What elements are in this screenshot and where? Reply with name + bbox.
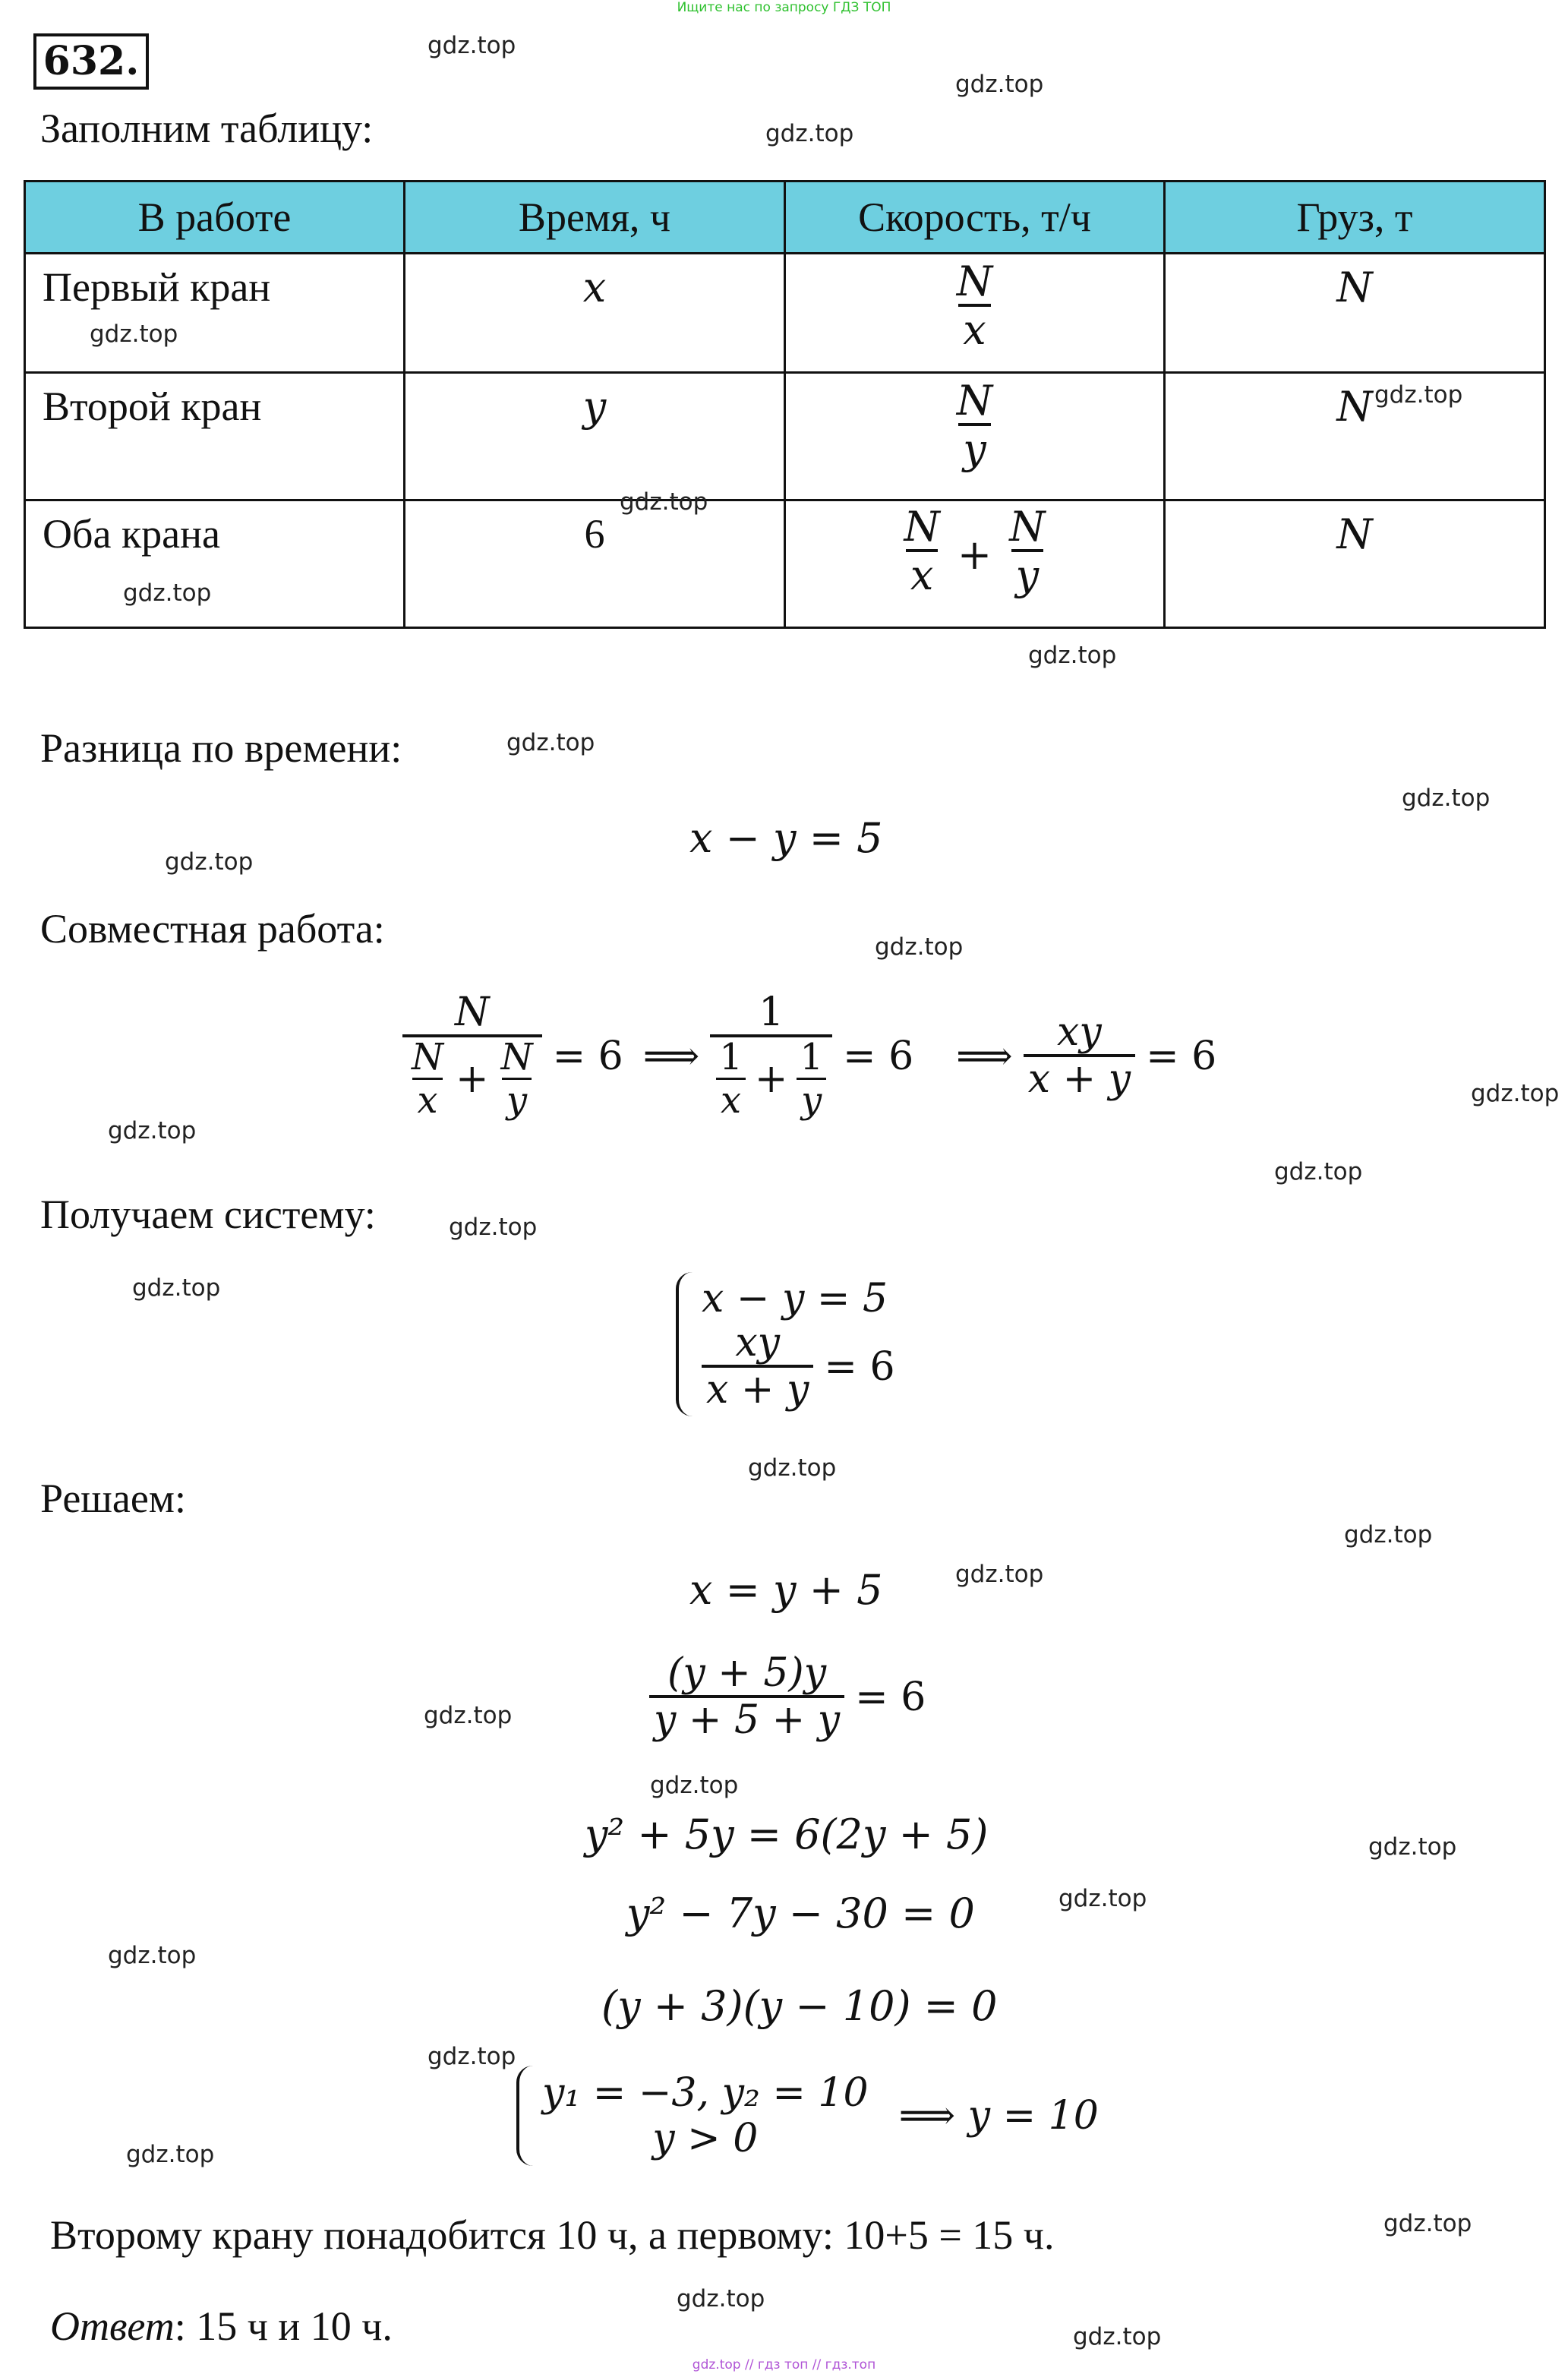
frac-num: N — [1009, 503, 1046, 551]
frac-num: 1 — [719, 1036, 743, 1079]
speed-cell — [785, 500, 1165, 628]
root-line: y₁ = −3, y₂ = 10 — [542, 2070, 869, 2116]
system-line-1: x − y = 5 — [702, 1275, 888, 1321]
watermark[interactable]: gdz.top — [126, 2141, 215, 2168]
conclusion-text: Второму крану понадобится 10 ч, а первому: 10+5 = 15 ч. — [50, 2212, 1055, 2258]
step-6-result: ⟹ y = 10 — [898, 2093, 1099, 2139]
frac-den: x + y — [1024, 1054, 1135, 1103]
watermark[interactable]: gdz.top — [1274, 1158, 1363, 1185]
watermark[interactable]: gdz.top — [955, 71, 1044, 98]
frac-num: N — [956, 257, 993, 305]
frac-num: N — [956, 377, 993, 425]
joint-equation — [402, 991, 1216, 1122]
frac-num: N — [904, 503, 940, 551]
speed-cell — [785, 373, 1165, 500]
system-block — [676, 1272, 895, 1416]
solve-step-4: y² − 7y − 30 = 0 — [626, 1889, 975, 1937]
section-system-title: Получаем систему: — [40, 1192, 376, 1237]
row-label: Первый кран — [25, 254, 405, 373]
implies-arrow: ⟹ — [642, 1034, 700, 1080]
answer-text: : 15 ч и 10 ч. — [174, 2303, 393, 2349]
watermark[interactable]: gdz.top — [427, 2043, 516, 2070]
watermark[interactable]: gdz.top — [424, 1702, 513, 1729]
frac-den: y — [1011, 549, 1044, 599]
implies-arrow: ⟹ — [956, 1034, 1013, 1080]
frac-den: y — [502, 1078, 532, 1122]
watermark[interactable]: gdz.top — [123, 579, 212, 607]
solve-step-5: (y + 3)(y − 10) = 0 — [601, 1982, 998, 2030]
frac-num: 1 — [800, 1036, 823, 1079]
intro-text: Заполним таблицу: — [40, 106, 374, 151]
frac-den: y — [958, 423, 991, 473]
section-solve-title: Решаем: — [40, 1476, 186, 1521]
frac-num: N — [500, 1036, 533, 1079]
plus-sign: + — [957, 531, 992, 579]
watermark[interactable]: gdz.top — [1402, 784, 1491, 812]
table-row — [25, 254, 1545, 373]
row-label: Второй кран — [25, 373, 405, 500]
solve-step-2 — [649, 1652, 926, 1744]
load-cell: N — [1165, 254, 1545, 373]
watermark[interactable]: gdz.top — [90, 320, 178, 348]
plus-sign: + — [754, 1056, 788, 1102]
frac-num: (y + 5)y — [667, 1650, 827, 1696]
frac-den: y + 5 + y — [649, 1695, 844, 1744]
time-cell: 6 — [405, 500, 785, 628]
frac-num: N — [455, 990, 490, 1035]
time-cell: y — [405, 373, 785, 500]
equals-six: = 6 — [552, 1034, 623, 1080]
frac-num: N — [412, 1036, 443, 1079]
watermark[interactable]: gdz.top — [748, 1454, 837, 1482]
answer-line — [50, 2303, 393, 2350]
equals-six: = 6 — [1146, 1034, 1217, 1080]
equation-diff: x − y = 5 — [689, 814, 883, 862]
watermark[interactable]: gdz.top — [650, 1772, 739, 1799]
table-header: Время, ч — [405, 182, 785, 254]
load-cell: N — [1165, 500, 1545, 628]
watermark[interactable]: gdz.top — [427, 32, 516, 59]
watermark[interactable]: gdz.top — [449, 1214, 538, 1241]
section-joint-title: Совместная работа: — [40, 906, 385, 952]
watermark[interactable]: gdz.top — [875, 933, 964, 961]
frac-den: x — [716, 1078, 746, 1122]
watermark[interactable]: gdz.top — [765, 120, 854, 147]
system-brace — [676, 1272, 697, 1416]
watermark[interactable]: gdz.top — [506, 729, 595, 756]
watermark[interactable]: gdz.top — [1374, 381, 1463, 409]
condition-line: y > 0 — [652, 2116, 759, 2161]
watermark[interactable]: gdz.top — [108, 1942, 197, 1969]
watermark[interactable]: gdz.top — [165, 848, 254, 876]
plus-sign: + — [456, 1056, 489, 1102]
watermark[interactable]: gdz.top — [132, 1274, 221, 1302]
watermark[interactable]: gdz.top — [1058, 1885, 1147, 1912]
solve-step-3: y² + 5y = 6(2y + 5) — [585, 1810, 989, 1858]
watermark[interactable]: gdz.top — [1344, 1521, 1433, 1548]
frac-den: x — [412, 1078, 442, 1122]
frac-den: x + y — [702, 1365, 813, 1413]
bottom-banner[interactable]: gdz.top // гдз топ // гдз.топ — [692, 2357, 876, 2372]
solve-step-6 — [516, 2066, 1099, 2166]
frac-den: x — [958, 304, 990, 354]
watermark[interactable]: gdz.top — [955, 1561, 1044, 1588]
top-banner[interactable]: Ищите нас по запросу ГДЗ ТОП — [677, 0, 891, 15]
watermark[interactable]: gdz.top — [1383, 2210, 1472, 2237]
problem-number: 632. — [33, 33, 149, 90]
frac-den: y — [797, 1078, 826, 1122]
watermark[interactable]: gdz.top — [1368, 1833, 1457, 1861]
step-2-equals: = 6 — [855, 1675, 926, 1721]
speed-cell — [785, 254, 1165, 373]
table-header: Груз, т — [1165, 182, 1545, 254]
row-label: Оба крана — [25, 500, 405, 628]
system-brace — [516, 2066, 538, 2166]
time-cell: x — [405, 254, 785, 373]
table-header: Скорость, т/ч — [785, 182, 1165, 254]
system-equals: = 6 — [824, 1343, 895, 1390]
frac-num: xy — [735, 1319, 781, 1365]
table-row — [25, 500, 1545, 628]
equals-six: = 6 — [842, 1034, 914, 1080]
frac-num: 1 — [759, 990, 784, 1035]
frac-num: xy — [1057, 1009, 1102, 1055]
watermark[interactable]: gdz.top — [677, 2285, 765, 2312]
watermark[interactable]: gdz.top — [1073, 2323, 1162, 2350]
frac-den: x — [906, 549, 938, 599]
watermark[interactable]: gdz.top — [108, 1117, 197, 1144]
table-header: В работе — [25, 182, 405, 254]
table-header-row — [25, 182, 1545, 254]
solve-step-1: x = y + 5 — [689, 1566, 883, 1614]
table-row — [25, 373, 1545, 500]
watermark[interactable]: gdz.top — [620, 488, 708, 516]
data-table — [24, 180, 1546, 629]
watermark[interactable]: gdz.top — [1471, 1080, 1560, 1107]
load-cell: N — [1165, 373, 1545, 500]
answer-label: Ответ — [50, 2303, 175, 2349]
watermark[interactable]: gdz.top — [1028, 642, 1117, 669]
section-diff-title: Разница по времени: — [40, 725, 402, 771]
